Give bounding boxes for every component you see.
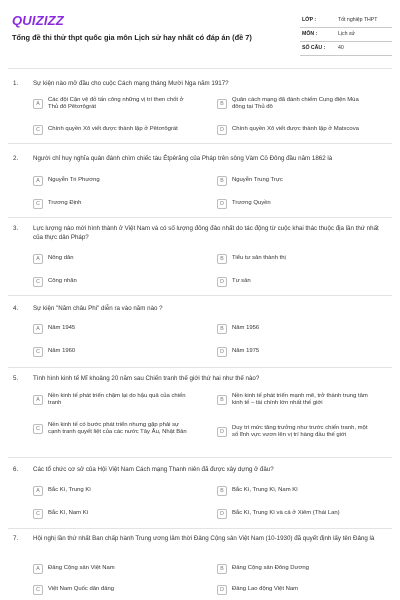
meta-key: LỚP : (302, 17, 317, 23)
option-letter: C (33, 277, 43, 287)
meta-key: MÔN : (302, 31, 318, 37)
option-text: Năm 1960 (48, 348, 76, 354)
option-text: Công nhân (48, 278, 77, 284)
option-letter: D (217, 509, 227, 519)
option-text: Đảng Cộng sản Đông Dương (232, 565, 309, 571)
option-text: Tư sản (232, 278, 251, 284)
option-letter: D (217, 199, 227, 209)
option-letter: A (33, 564, 43, 574)
option-text: Duy trì mức tăng trưởng như trước chiến tranh, một số lĩnh vực vươn lên vị trí hàng đầu thế giới (232, 425, 368, 439)
divider (8, 68, 392, 69)
option-text: Đảng Cộng sản Việt Nam (48, 565, 115, 571)
quizizz-logo: QUIZIZZ (12, 13, 64, 28)
option-letter: C (33, 509, 43, 519)
meta-row-count (300, 42, 392, 56)
option-letter: A (33, 324, 43, 334)
option-letter: D (217, 585, 227, 595)
option-text: Chính quyền Xô viết được thành lập ở Matxcova (232, 126, 359, 132)
meta-value: Lịch sử (338, 31, 356, 37)
meta-row-subject (300, 28, 392, 42)
option-letter: D (217, 125, 227, 135)
divider (8, 217, 392, 218)
meta-key: SỐ CÂU : (302, 45, 326, 51)
option-text: Bắc Kì, Trung Kì và cả ở Xiêm (Thái Lan) (232, 510, 340, 516)
option-letter: C (33, 424, 43, 434)
question-number: 3. (13, 225, 19, 232)
option-text: Bắc Kì, Trung Kì, Nam Kì (232, 487, 298, 493)
option-text: Các đội Cận vệ đỏ tấn công những vị trí then chốt ở Thủ đô Pêtơrôgrát (48, 97, 184, 111)
option-text: Năm 1975 (232, 348, 260, 354)
option-letter: D (217, 347, 227, 357)
question-text: Sự kiện nào mở đầu cho cuộc Cách mạng tháng Mười Nga năm 1917? (33, 80, 229, 87)
option-text: Năm 1945 (48, 325, 76, 331)
question-text: Tình hình kinh tế Mĩ khoảng 20 năm sau Chiến tranh thế giới thứ hai như thế nào? (33, 375, 260, 382)
option-text: Nguyễn Tri Phương (48, 177, 100, 183)
question-number: 1. (13, 80, 19, 87)
option-text: Nông dân (48, 255, 74, 261)
question-text: Sự kiện "Năm châu Phi" diễn ra vào năm nào ? (33, 305, 163, 312)
divider (8, 295, 392, 296)
option-text: Bắc Kì, Nam Kì (48, 510, 89, 516)
question-number: 7. (13, 535, 19, 542)
option-letter: C (33, 125, 43, 135)
option-letter: A (33, 176, 43, 186)
option-text: Nguyễn Trung Trực (232, 177, 283, 183)
option-letter: B (217, 324, 227, 334)
divider (8, 367, 392, 368)
meta-value: 40 (338, 45, 344, 51)
question-text: Hội nghị lần thứ nhất Ban chấp hành Trung ương lâm thời Đảng Cộng sản Việt Nam (10-1930) đã quyết định lấy tên Đảng là (33, 535, 375, 542)
meta-table (300, 14, 392, 56)
option-text: Nền kinh tế có bước phát triển nhưng gặp phải sự cạnh tranh quyết liệt của các nước Tây Âu, Nhật Bản (48, 422, 187, 436)
option-text: Nền kinh tế phát triển mạnh mẽ, trở thành trung tâm kinh tế – tài chính lớn nhất thế giới (232, 393, 368, 407)
question-number: 2. (13, 155, 19, 162)
meta-row-class (300, 14, 392, 28)
document-header (0, 0, 400, 62)
option-letter: A (33, 486, 43, 496)
option-text: Việt Nam Quốc dân đảng (48, 586, 115, 592)
option-letter: A (33, 395, 43, 405)
option-letter: C (33, 347, 43, 357)
divider (8, 143, 392, 144)
option-text: Nền kinh tế phát triển chậm lại do hậu quả của chiến tranh (48, 393, 186, 407)
question-number: 5. (13, 375, 19, 382)
option-letter: B (217, 486, 227, 496)
option-letter: C (33, 585, 43, 595)
option-text: Chính quyền Xô viết được thành lập ở Pêtơrôgrát (48, 126, 178, 132)
option-text: Năm 1956 (232, 325, 260, 331)
question-text: Người chỉ huy nghĩa quân đánh chìm chiếc tàu Étpêrăng của Pháp trên sông Vàm Cỏ Đông đầu năm 1862 là (33, 155, 333, 162)
question-text: Các tổ chức cơ sở của Hội Việt Nam Cách mạng Thanh niên đã được xây dựng ở đâu? (33, 466, 274, 473)
meta-value: Tốt nghiệp THPT (338, 17, 378, 23)
option-text: Trương Quyền (232, 200, 271, 206)
option-text: Đảng Lao động Việt Nam (232, 586, 299, 592)
option-text: Tiểu tư sản thành thị (232, 255, 286, 261)
option-letter: A (33, 254, 43, 264)
divider (8, 457, 392, 458)
option-letter: A (33, 99, 43, 109)
option-letter: B (217, 99, 227, 109)
document-title: Tổng đề thi thử thpt quốc gia môn Lịch sử hay nhất có đáp án (đề 7) (12, 33, 252, 42)
option-text: Quân cách mạng đã đánh chiếm Cung điện Mùa đông tại Thủ đô (232, 97, 359, 111)
question-text: Lực lượng nào mới hình thành ở Việt Nam và có số lượng đông đảo nhất do tác động từ cuộc khai thác thuộc địa lần thứ nhất của thực dân Pháp? (33, 225, 379, 241)
option-letter: B (217, 564, 227, 574)
option-letter: B (217, 176, 227, 186)
option-letter: C (33, 199, 43, 209)
option-letter: D (217, 277, 227, 287)
option-text: Bắc Kì, Trung Kì (48, 487, 91, 493)
option-text: Trương Định (48, 200, 82, 206)
question-number: 6. (13, 466, 19, 473)
option-letter: B (217, 395, 227, 405)
question-number: 4. (13, 305, 19, 312)
divider (8, 528, 392, 529)
option-letter: B (217, 254, 227, 264)
option-letter: D (217, 427, 227, 437)
